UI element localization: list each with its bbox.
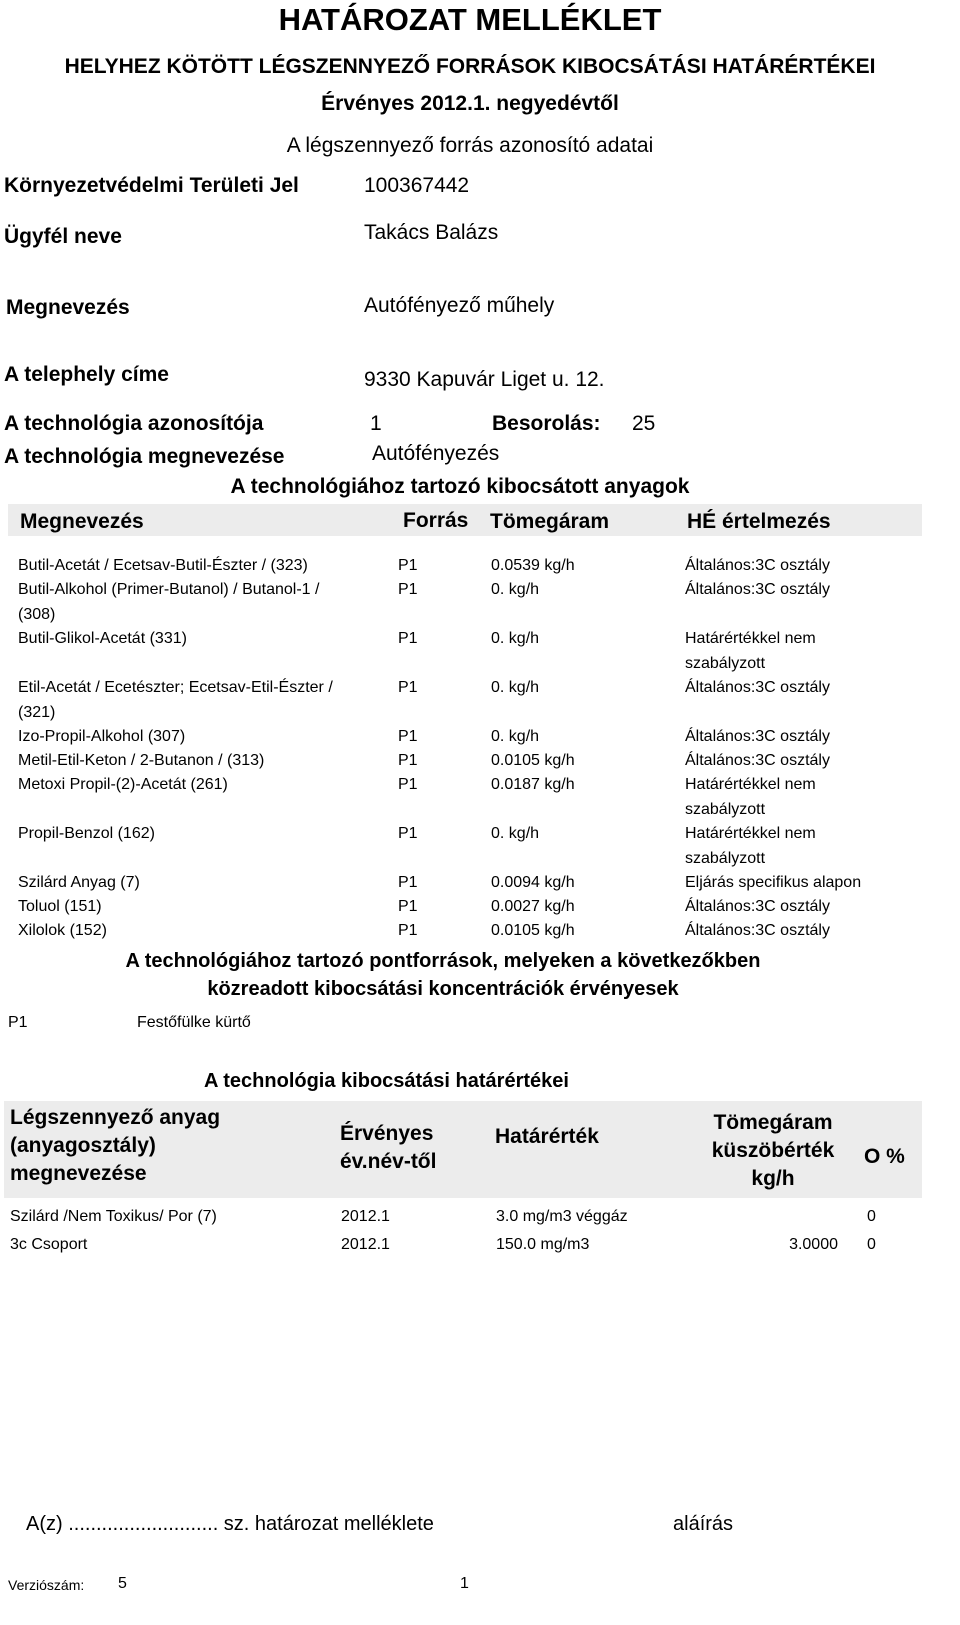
col-header-he: HÉ értelmezés	[687, 510, 831, 533]
version-value: 5	[118, 1575, 127, 1592]
limits-header-o2: O %	[864, 1145, 905, 1168]
substance-row-11-name: Xilolok (152)	[18, 922, 107, 939]
substance-row-9-massflow: 0.0094 kg/h	[491, 874, 575, 891]
substance-row-3-name: Butil-Glikol-Acetát (331)	[18, 630, 187, 647]
limits-header-limit: Határérték	[495, 1125, 599, 1148]
substance-row-6-massflow: 0.0105 kg/h	[491, 752, 575, 769]
substance-row-7-he: Határértékkel nem szabályzott	[685, 776, 816, 818]
id-section-title: A légszennyező forrás azonosító adatai	[286, 134, 654, 157]
limits-title: A technológia kibocsátási határértékei	[204, 1070, 569, 1092]
substance-row-5-massflow: 0. kg/h	[491, 728, 540, 745]
limit-row-1-limit: 3.0 mg/m3 véggáz	[496, 1208, 628, 1225]
substance-row-2-source: P1	[398, 581, 418, 598]
col-header-source: Forrás	[403, 509, 469, 532]
tech-name-value: Autófényezés	[372, 442, 500, 465]
substance-row-10-he: Általános:3C osztály	[685, 898, 830, 915]
site-value: 9330 Kapuvár Liget u. 12.	[364, 368, 605, 391]
substance-row-3-he: Határértékkel nem szabályzott	[685, 630, 816, 672]
limit-row-1-o2: 0	[867, 1208, 876, 1225]
limit-row-2-o2: 0	[867, 1236, 876, 1253]
substance-row-11-massflow: 0.0105 kg/h	[491, 922, 575, 939]
substance-row-2-massflow: 0. kg/h	[491, 581, 540, 598]
signature-label: aláírás	[673, 1513, 734, 1535]
limits-header-valid: Érvényes év.név-től	[340, 1122, 437, 1173]
limit-row-1-valid: 2012.1	[341, 1208, 390, 1225]
site-label: A telephely címe	[4, 363, 169, 386]
ktj-value: 100367442	[364, 174, 470, 197]
substance-row-3-source: P1	[398, 630, 418, 647]
substance-row-4-massflow: 0. kg/h	[491, 679, 540, 696]
substance-row-7-massflow: 0.0187 kg/h	[491, 776, 575, 793]
substance-row-4-name: Etil-Acetát / Ecetészter; Ecetsav-Etil-Észter / (321)	[18, 679, 333, 721]
name-label: Megnevezés	[6, 296, 130, 319]
ktj-label: Környezetvédelmi Területi Jel	[4, 174, 299, 197]
substance-row-11-he: Általános:3C osztály	[685, 922, 830, 939]
client-label: Ügyfél neve	[4, 225, 122, 248]
substance-row-9-source: P1	[398, 874, 418, 891]
annex-text: A(z) ........................... sz. határozat melléklete	[26, 1513, 434, 1535]
substance-row-8-name: Propil-Benzol (162)	[18, 825, 155, 842]
col-header-massflow: Tömegáram	[490, 510, 610, 533]
tech-class-value: 25	[632, 412, 656, 435]
substance-row-1-massflow: 0.0539 kg/h	[491, 557, 575, 574]
substance-row-10-name: Toluol (151)	[18, 898, 102, 915]
limits-header-threshold: Tömegáram küszöbérték kg/h	[711, 1111, 835, 1190]
substance-row-11-source: P1	[398, 922, 418, 939]
substance-row-9-name: Szilárd Anyag (7)	[18, 874, 140, 891]
version-label: Verziószám:	[8, 1577, 85, 1593]
substance-row-7-source: P1	[398, 776, 418, 793]
substance-row-8-massflow: 0. kg/h	[491, 825, 540, 842]
substance-row-9-he: Eljárás specifikus alapon	[685, 874, 862, 891]
limit-row-1-substance: Szilárd /Nem Toxikus/ Por (7)	[10, 1208, 217, 1225]
substance-row-3-massflow: 0. kg/h	[491, 630, 540, 647]
substance-row-4-he: Általános:3C osztály	[685, 679, 830, 696]
substance-row-2-name: Butil-Alkohol (Primer-Butanol) / Butanol-1 / (308)	[18, 581, 320, 623]
substance-row-10-massflow: 0.0027 kg/h	[491, 898, 575, 915]
substance-row-1-name: Butil-Acetát / Ecetsav-Butil-Észter / (323)	[18, 557, 308, 574]
col-header-name: Megnevezés	[20, 510, 144, 533]
limit-row-2-valid: 2012.1	[341, 1236, 390, 1253]
valid-from: Érvényes 2012.1. negyedévtől	[321, 92, 619, 115]
substance-row-1-he: Általános:3C osztály	[685, 557, 830, 574]
tech-name-label: A technológia megnevezése	[4, 445, 285, 468]
limit-row-2-threshold: 3.0000	[789, 1236, 838, 1253]
limit-row-2-limit: 150.0 mg/m3	[496, 1236, 590, 1253]
substance-row-10-source: P1	[398, 898, 418, 915]
substance-row-6-he: Általános:3C osztály	[685, 752, 830, 769]
point-sources-title: A technológiához tartozó pontforrások, melyeken a következőkben közreadott kibocsátási koncentrációk érvényesek	[125, 950, 761, 1000]
tech-id-value: 1	[370, 412, 382, 435]
document-subtitle: HELYHEZ KÖTÖTT LÉGSZENNYEZŐ FORRÁSOK KIBOCSÁTÁSI HATÁRÉRTÉKEI	[64, 55, 876, 78]
substance-row-8-source: P1	[398, 825, 418, 842]
substances-title: A technológiához tartozó kibocsátott anyagok	[230, 475, 690, 498]
substance-row-4-source: P1	[398, 679, 418, 696]
substance-row-8-he: Határértékkel nem szabályzott	[685, 825, 816, 867]
point-source-name: Festőfülke kürtő	[137, 1014, 251, 1031]
substance-row-5-he: Általános:3C osztály	[685, 728, 830, 745]
substance-row-6-source: P1	[398, 752, 418, 769]
substance-row-2-he: Általános:3C osztály	[685, 581, 830, 598]
substance-row-5-name: Izo-Propil-Alkohol (307)	[18, 728, 186, 745]
substance-row-6-name: Metil-Etil-Keton / 2-Butanon / (313)	[18, 752, 265, 769]
point-source-id: P1	[8, 1014, 28, 1031]
limits-header-substance: Légszennyező anyag (anyagosztály) megnevezése	[10, 1106, 221, 1185]
tech-class-label: Besorolás:	[492, 412, 601, 435]
limit-row-2-substance: 3c Csoport	[10, 1236, 88, 1253]
substance-row-1-source: P1	[398, 557, 418, 574]
tech-id-label: A technológia azonosítója	[4, 412, 264, 435]
document-title: HATÁROZAT MELLÉKLET	[278, 2, 662, 37]
substance-row-5-source: P1	[398, 728, 418, 745]
client-value: Takács Balázs	[364, 221, 499, 244]
page-number: 1	[460, 1575, 469, 1592]
substance-row-7-name: Metoxi Propil-(2)-Acetát (261)	[18, 776, 228, 793]
name-value: Autófényező műhely	[364, 294, 555, 317]
